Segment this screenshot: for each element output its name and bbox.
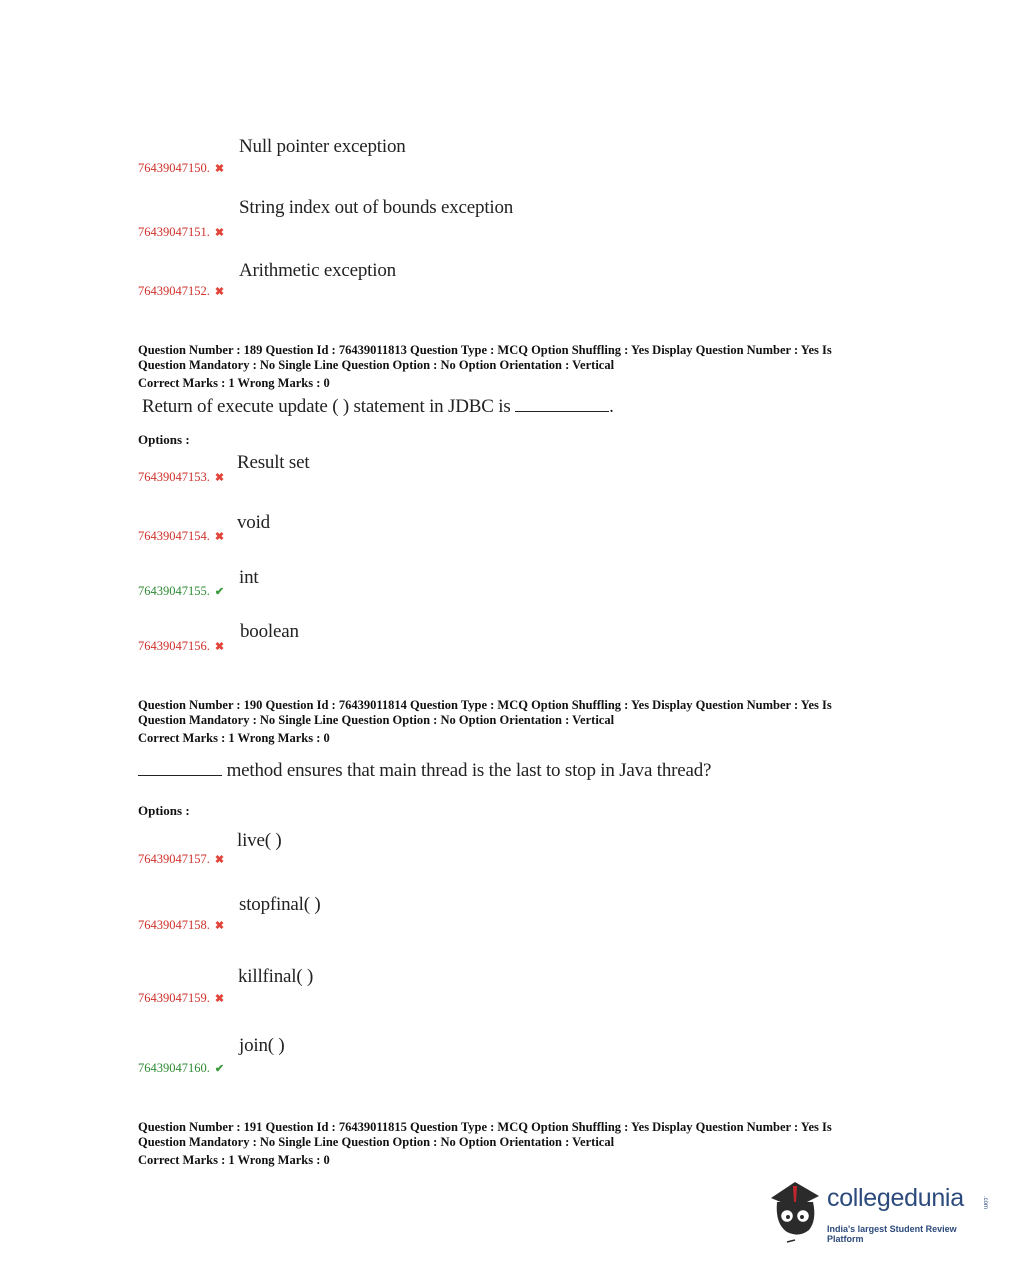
option-id: 76439047157. ✖ — [138, 852, 225, 866]
check-icon: ✔ — [214, 586, 225, 598]
option-id: 76439047151. ✖ — [138, 225, 225, 239]
collegedunia-logo — [765, 1176, 995, 1246]
question-meta: Question Number : 191 Question Id : 76439011815 Question Type : MCQ Option Shuffling : Yes Display Question Number : Yes Is — [138, 1120, 832, 1134]
option-id: 76439047159. ✖ — [138, 991, 225, 1005]
option-text: boolean — [240, 621, 299, 642]
cross-icon: ✖ — [214, 227, 225, 239]
logo-tagline: India's largest Student Review Platform — [827, 1224, 957, 1244]
question-meta: Question Mandatory : No Single Line Question Option : No Option Orientation : Vertical — [138, 713, 615, 727]
cross-icon: ✖ — [214, 920, 225, 932]
option-text: void — [237, 512, 270, 533]
check-icon: ✔ — [214, 1063, 225, 1075]
question-marks: Correct Marks : 1 Wrong Marks : 0 — [138, 731, 330, 745]
question-meta: Question Number : 189 Question Id : 76439011813 Question Type : MCQ Option Shuffling : Yes Display Question Number : Yes Is — [138, 343, 832, 357]
cross-icon: ✖ — [214, 641, 225, 653]
question-marks: Correct Marks : 1 Wrong Marks : 0 — [138, 1153, 330, 1167]
cross-icon: ✖ — [214, 854, 225, 866]
options-label: Options : — [138, 432, 190, 447]
option-text: String index out of bounds exception — [239, 197, 514, 218]
answer-blank — [138, 761, 222, 776]
option-text: join( ) — [239, 1035, 285, 1056]
question-meta: Question Mandatory : No Single Line Question Option : No Option Orientation : Vertical — [138, 358, 615, 372]
answer-blank — [515, 397, 609, 412]
option-text: int — [239, 567, 259, 588]
option-text: Null pointer exception — [239, 136, 406, 157]
question-text: Return of execute update ( ) statement in JDBC is . — [142, 396, 614, 417]
option-id: 76439047154. ✖ — [138, 529, 225, 543]
option-id: 76439047150. ✖ — [138, 161, 225, 175]
question-text: method ensures that main thread is the last to stop in Java thread? — [138, 760, 711, 782]
question-meta: Question Number : 190 Question Id : 76439011814 Question Type : MCQ Option Shuffling : Yes Display Question Number : Yes Is — [138, 698, 832, 712]
cross-icon: ✖ — [214, 472, 225, 484]
options-label: Options : — [138, 803, 190, 818]
option-id: 76439047160. ✔ — [138, 1061, 225, 1075]
logo-suffix: .com — [982, 1196, 988, 1210]
option-id: 76439047155. ✔ — [138, 584, 225, 598]
option-text: live( ) — [237, 830, 282, 851]
option-id: 76439047158. ✖ — [138, 918, 225, 932]
cross-icon: ✖ — [214, 163, 225, 175]
option-text: killfinal( ) — [238, 966, 314, 987]
logo-wordmark: collegedunia — [827, 1184, 964, 1212]
option-text: stopfinal( ) — [239, 894, 321, 915]
question-meta: Question Mandatory : No Single Line Question Option : No Option Orientation : Vertical — [138, 1135, 615, 1149]
option-text: Result set — [237, 452, 310, 473]
option-id: 76439047156. ✖ — [138, 639, 225, 653]
cross-icon: ✖ — [214, 286, 225, 298]
cross-icon: ✖ — [214, 993, 225, 1005]
question-marks: Correct Marks : 1 Wrong Marks : 0 — [138, 376, 330, 390]
cross-icon: ✖ — [214, 531, 225, 543]
option-text: Arithmetic exception — [239, 260, 396, 281]
option-id: 76439047152. ✖ — [138, 284, 225, 298]
option-id: 76439047153. ✖ — [138, 470, 225, 484]
graduate-mascot-icon — [765, 1176, 825, 1246]
